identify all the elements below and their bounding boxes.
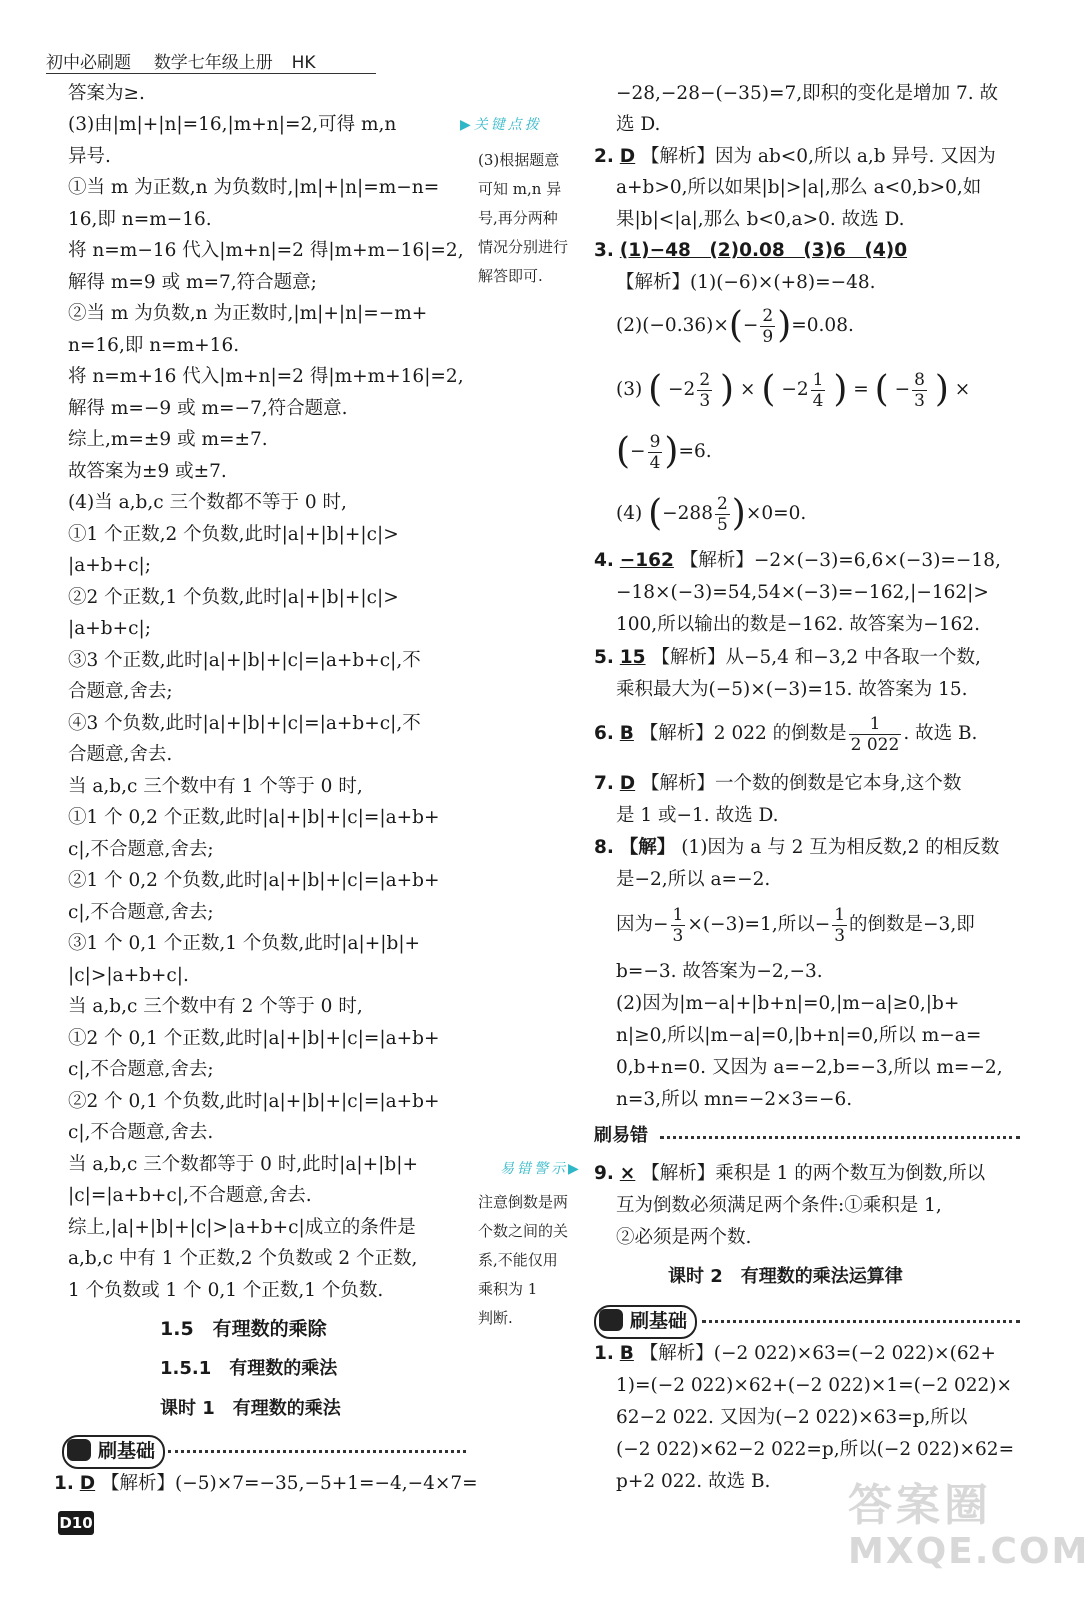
question-3: 3. (1)−48 (2)0.08 (3)6 (4)0 xyxy=(594,240,908,261)
math-line: (4) (−288 $\frac{2}{5}$ )×0=0. xyxy=(616,493,807,535)
text-line: (2)因为|m−a|+|b+n|=0,|m−a|≥0,|b+ xyxy=(616,993,960,1014)
text-line: |c|=|a+b+c|,不合题意,舍去. xyxy=(68,1185,312,1206)
error-warning-title: 易错警示▶ xyxy=(500,1161,582,1177)
text-line: −28,−28−(−35)=7,即积的变化是增加 7. 故 xyxy=(616,83,999,104)
text-line: −18×(−3)=54,54×(−3)=−162,|−162|> xyxy=(616,582,989,603)
answer-text: −162 xyxy=(619,550,674,571)
text-line: b=−3. 故答案为−2,−3. xyxy=(616,961,823,982)
text-line: ①当 m 为正数,n 为负数时,|m|+|n|=m−n= xyxy=(68,177,440,198)
text-line: 1)=(−2 022)×62+(−2 022)×1=(−2 022)× xyxy=(616,1375,1012,1396)
question-6: 6. B 【解析】2 022 的倒数是 $\frac{1}{2 022}$ . 故选 B. xyxy=(594,713,978,755)
text-line: ②必须是两个数. xyxy=(616,1227,752,1248)
text-line: ②2 个 0,1 个负数,此时|a|+|b|+|c|=|a+b+ xyxy=(68,1091,440,1112)
text-line: ①2 个 0,1 个正数,此时|a|+|b|+|c|=|a+b+ xyxy=(68,1028,440,1049)
text-line: 乘积最大为(−5)×(−3)=15. 故答案为 15. xyxy=(616,679,968,700)
text-line: 是−2,所以 a=−2. xyxy=(616,869,771,890)
text-line: 合题意,舍去. xyxy=(68,744,173,765)
book-icon xyxy=(599,1309,623,1331)
text-line: 将 n=m−16 代入|m+n|=2 得|m+m−16|=2, xyxy=(68,240,464,261)
text-line: 互为倒数必须满足两个条件:①乘积是 1, xyxy=(616,1195,942,1216)
text-line: 100,所以输出的数是−162. 故答案为−162. xyxy=(616,614,980,635)
text-line: |c|>|a+b+c|. xyxy=(68,965,189,986)
page-header xyxy=(46,48,376,76)
text-line: ②1 个 0,2 个负数,此时|a|+|b|+|c|=|a+b+ xyxy=(68,870,440,891)
text-line: c|,不合题意,舍去; xyxy=(68,839,214,860)
basic-practice-badge: 刷基础 xyxy=(62,1435,165,1469)
answer-text: 15 xyxy=(619,647,646,668)
text-line: n=3,所以 mn=−2×3=−6. xyxy=(616,1089,853,1110)
error-heading: 刷易错 xyxy=(594,1125,648,1146)
text-line: c|,不合题意,舍去. xyxy=(68,1122,214,1143)
book-icon xyxy=(67,1439,91,1461)
basic-practice-badge: 刷基础 xyxy=(594,1305,697,1339)
answer-choice: D xyxy=(619,146,636,167)
text-line: 综上,m=±9 或 m=±7. xyxy=(68,429,268,450)
text-line: (4)当 a,b,c 三个数都不等于 0 时, xyxy=(68,492,347,513)
error-warning-note: 注意倒数是两 个数之间的关 系,不能仅用 乘积为 1 判断. xyxy=(478,1193,569,1327)
math-line: (− $\frac{9}{4}$ )=6. xyxy=(616,431,712,473)
text-line: |a+b+c|; xyxy=(68,618,151,639)
text-line: ②2 个正数,1 个负数,此时|a|+|b|+|c|> xyxy=(68,587,399,608)
triangle-icon: ▶ xyxy=(568,1161,582,1177)
text-line: 选 D. xyxy=(616,114,661,135)
question-4: 4. −162 【解析】−2×(−3)=6,6×(−3)=−18, xyxy=(594,550,1001,571)
text-line: 合题意,舍去; xyxy=(68,681,173,702)
text-line: a+b>0,所以如果|b|>|a|,那么 a<0,b>0,如 xyxy=(616,177,982,198)
text-line: 16,即 n=m−16. xyxy=(68,209,212,230)
text-line: ③1 个 0,1 个正数,1 个负数,此时|a|+|b|+ xyxy=(68,933,421,954)
key-tip-note: (3)根据题意 可知 m,n 异 号,再分两种 情况分别进行 解答即可. xyxy=(478,151,569,285)
lesson-title: 课时 1 有理数的乘法 xyxy=(160,1398,341,1419)
dotted-divider xyxy=(702,1320,1020,1323)
text-line: 解得 m=−9 或 m=−7,符合题意. xyxy=(68,398,348,419)
lesson-2-title: 课时 2 有理数的乘法运算律 xyxy=(668,1266,903,1287)
edition-label: HK xyxy=(291,53,316,73)
text-line: 当 a,b,c 三个数中有 2 个等于 0 时, xyxy=(68,996,363,1017)
text-line: 综上,|a|+|b|+|c|>|a+b+c|成立的条件是 xyxy=(68,1217,416,1238)
subject-name: 数学七年级上册 xyxy=(153,53,273,73)
text-line: 当 a,b,c 三个数中有 1 个等于 0 时, xyxy=(68,776,363,797)
text-line: p+2 022. 故选 B. xyxy=(616,1471,771,1492)
text-line: n|≥0,所以|m−a|=0,|b+n|=0,所以 m−a= xyxy=(616,1025,982,1046)
question-8: 8. 【解】 (1)因为 a 与 2 互为相反数,2 的相反数 xyxy=(594,837,1000,858)
text-line: 解得 m=9 或 m=7,符合题意; xyxy=(68,272,317,293)
text-line: (3)由|m|+|n|=16,|m+n|=2,可得 m,n xyxy=(68,114,397,135)
question-5: 5. 15 【解析】从−5,4 和−3,2 中各取一个数, xyxy=(594,647,981,668)
answer-choice: B xyxy=(619,1343,634,1364)
text-line: ④3 个负数,此时|a|+|b|+|c|=|a+b+c|,不 xyxy=(68,713,421,734)
text-line: ②当 m 为负数,n 为正数时,|m|+|n|=−m+ xyxy=(68,303,428,324)
subsection-title: 1.5.1 有理数的乘法 xyxy=(160,1358,338,1379)
math-line: 因为− $\frac{1}{3}$ ×(−3)=1,所以− $\frac{1}{3}$ 的倒数是−3,即 xyxy=(616,904,975,946)
text-line: 62−2 022. 又因为(−2 022)×63=p,所以 xyxy=(616,1407,968,1428)
question-9: 9. × 【解析】乘积是 1 的两个数互为倒数,所以 xyxy=(594,1163,986,1184)
question-7: 7. D 【解析】一个数的倒数是它本身,这个数 xyxy=(594,773,962,794)
answer-mark: × xyxy=(619,1163,636,1184)
text-line: 【解析】(1)(−6)×(+8)=−48. xyxy=(616,272,876,293)
math-line: (3) ( −2 $\frac{2}{3}$ ) × ( −2 $\frac{1}{4}$ ) = ( − $\frac{8}{3}$ ) × xyxy=(616,369,971,411)
text-line: 是 1 或−1. 故选 D. xyxy=(616,805,779,826)
watermark-logo: 答案圈 MXQE.COM xyxy=(848,1480,1089,1572)
text-line: 果|b|<|a|,那么 b<0,a>0. 故选 D. xyxy=(616,209,905,230)
series-name: 初中必刷题 xyxy=(46,53,131,73)
dotted-divider xyxy=(168,1450,466,1453)
answer-choice: B xyxy=(619,723,634,744)
section-title: 1.5 有理数的乘除 xyxy=(160,1318,327,1340)
text-line: n=16,即 n=m+16. xyxy=(68,335,240,356)
answer-choice: D xyxy=(79,1473,96,1494)
text-line: 将 n=m+16 代入|m+n|=2 得|m+m+16|=2, xyxy=(68,366,464,387)
text-line: 异号. xyxy=(68,146,111,167)
key-tip-title: ▶关键点拨 xyxy=(460,117,542,133)
text-line: ①1 个 0,2 个正数,此时|a|+|b|+|c|=|a+b+ xyxy=(68,807,440,828)
question-2: 2. D 【解析】因为 ab<0,所以 a,b 异号. 又因为 xyxy=(594,146,996,167)
page-number: D10 xyxy=(58,1511,94,1535)
text-line: 故答案为±9 或±7. xyxy=(68,461,227,482)
answer-text: (1)−48 (2)0.08 (3)6 (4)0 xyxy=(619,240,908,261)
text-line: c|,不合题意,舍去; xyxy=(68,1059,214,1080)
text-line: |a+b+c|; xyxy=(68,555,151,576)
text-line: ③3 个正数,此时|a|+|b|+|c|=|a+b+c|,不 xyxy=(68,650,421,671)
text-line: 当 a,b,c 三个数都等于 0 时,此时|a|+|b|+ xyxy=(68,1154,418,1175)
text-line: 1 个负数或 1 个 0,1 个正数,1 个负数. xyxy=(68,1280,384,1301)
text-line: a,b,c 中有 1 个正数,2 个负数或 2 个正数, xyxy=(68,1248,418,1269)
text-line: ①1 个正数,2 个负数,此时|a|+|b|+|c|> xyxy=(68,524,399,545)
text-line: 答案为≥. xyxy=(68,83,145,104)
answer-choice: D xyxy=(619,773,636,794)
triangle-icon: ▶ xyxy=(460,117,474,133)
text-line: (−2 022)×62−2 022=p,所以(−2 022)×62= xyxy=(616,1439,1015,1460)
math-line: (2)(−0.36)×(− $\frac{2}{9}$ )=0.08. xyxy=(616,305,854,347)
dotted-divider xyxy=(660,1136,1020,1139)
text-line: 0,b+n=0. 又因为 a=−2,b=−3,所以 m=−2, xyxy=(616,1057,1003,1078)
text-line: c|,不合题意,舍去; xyxy=(68,902,214,923)
